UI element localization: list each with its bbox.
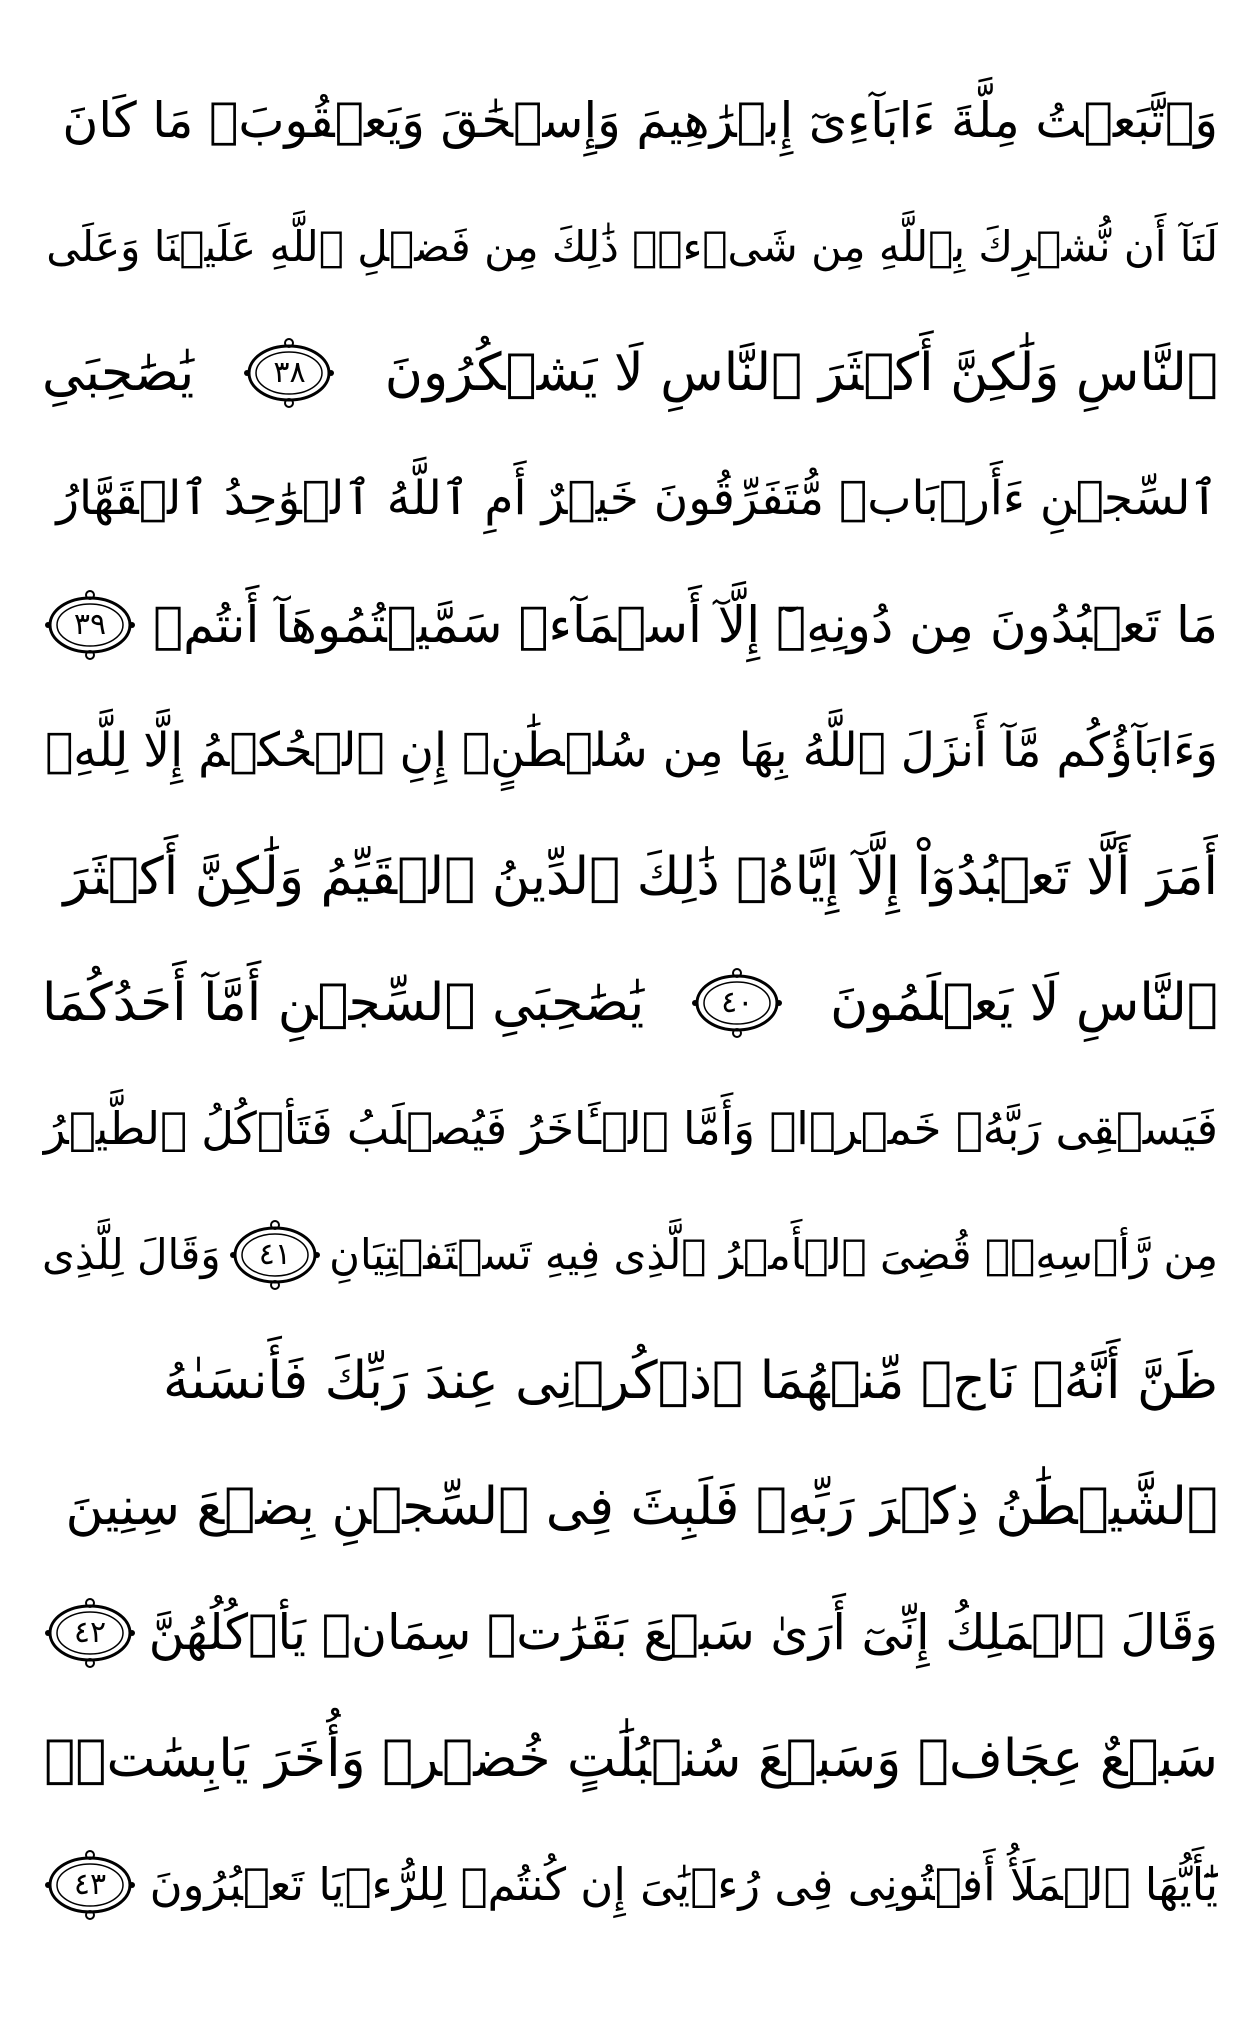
- text-line: [42, 940, 1218, 1066]
- verse-text: سَبۡعٌ عِجَافࣱ وَسَبۡعَ سُنۢبُلَٰتٍ خُضۡرࣲ وَأُخَرَ یَابِسَٰتࣲۖ: [44, 1729, 1218, 1789]
- ayah-number: ٤٠: [721, 985, 754, 1020]
- ayah-end-marker-icon: [42, 1849, 138, 1921]
- text-line: [42, 1822, 1218, 1948]
- text-line: [42, 184, 1218, 310]
- verse-text: یَٰٓأَیُّهَا ٱلۡمَلَأُ أَفۡتُونِی فِی رُءۡیَٰیَ إِن كُنتُمۡ لِلرُّءۡیَا تَعۡبُرُونَ: [149, 1858, 1218, 1911]
- text-line: [42, 814, 1218, 940]
- text-line: [42, 562, 1218, 688]
- ayah-number: ٤٣: [73, 1867, 107, 1902]
- verse-text: ظَنَّ أَنَّهُۥ نَاجࣲ مِّنۡهُمَا ٱذۡكُرۡنِی عِندَ رَبِّكَ فَأَنسَىٰهُ: [163, 1351, 1218, 1411]
- ayah-end-marker-icon: [241, 337, 337, 409]
- text-line: [42, 1444, 1218, 1570]
- verse-text: فَیَسۡقِی رَبَّهُۥ خَمۡرࣰاۖ وَأَمَّا ٱلۡـَٔاخَرُ فَیُصۡلَبُ فَتَأۡكُلُ ٱلطَّیۡرُ: [43, 1102, 1218, 1155]
- text-line: [42, 688, 1218, 814]
- verse-text: مَا تَعۡبُدُونَ مِن دُونِهِۦٓ إِلَّآ أَسۡمَآءࣰ سَمَّیۡتُمُوهَآ أَنتُمۡ: [153, 596, 1218, 654]
- verse-text: یَٰصَٰحِبَیِ ٱلسِّجۡنِ أَمَّآ أَحَدُكُمَا: [42, 973, 645, 1033]
- ayah-number: ٣٨: [273, 355, 306, 390]
- ayah-number: ٣٩: [73, 607, 107, 642]
- text-line: [42, 1192, 1218, 1318]
- ayah-number: ٤١: [258, 1237, 292, 1272]
- text-line: [42, 310, 1218, 436]
- text-line: [42, 1696, 1218, 1822]
- ayah-end-marker-icon: [689, 967, 785, 1039]
- verse-text: یَٰصَٰحِبَیِ: [42, 343, 195, 403]
- verse-text: ٱلنَّاسِ لَا یَعۡلَمُونَ: [830, 973, 1218, 1033]
- verse-text: وَقَالَ لِلَّذِی: [42, 1230, 221, 1279]
- text-line: [42, 1570, 1218, 1696]
- text-line: [42, 1318, 1218, 1444]
- ayah-end-marker-icon: [42, 589, 138, 661]
- verse-text: وَقَالَ ٱلۡمَلِكُ إِنِّیٓ أَرَىٰ سَبۡعَ بَقَرَٰتࣲ سِمَانࣲ یَأۡكُلُهُنَّ: [148, 1604, 1218, 1661]
- verse-text: أَمَرَ أَلَّا تَعۡبُدُوٓاْ إِلَّآ إِیَّاهُۚ ذَٰلِكَ ٱلدِّینُ ٱلۡقَیِّمُ وَلَٰكِنَّ أَكۡثَرَ: [63, 847, 1218, 907]
- text-line: [42, 58, 1218, 184]
- verse-text: لَنَآ أَن نُّشۡرِكَ بِٱللَّهِ مِن شَیۡءࣲۚ ذَٰلِكَ مِن فَضۡلِ ٱللَّهِ عَلَیۡنَا وَعَلَى: [46, 222, 1218, 271]
- verse-text: ٱلنَّاسِ وَلَٰكِنَّ أَكۡثَرَ ٱلنَّاسِ لَا یَشۡكُرُونَ: [384, 343, 1218, 403]
- ayah-end-marker-icon: [42, 1597, 138, 1669]
- ayah-number: ٤٢: [73, 1615, 107, 1650]
- verse-text: مِن رَّأۡسِهِۦۚ قُضِیَ ٱلۡأَمۡرُ ٱلَّذِی فِیهِ تَسۡتَفۡتِیَانِ: [329, 1230, 1218, 1279]
- verse-text: وَءَابَآؤُكُم مَّآ أَنزَلَ ٱللَّهُ بِهَا مِن سُلۡطَٰنٍۚ إِنِ ٱلۡحُكۡمُ إِلَّا لِلَّهِۚ: [45, 723, 1218, 778]
- text-line: [42, 436, 1218, 562]
- text-line: [42, 1066, 1218, 1192]
- ayah-end-marker-icon: [227, 1219, 323, 1291]
- verse-text: ٱلشَّیۡطَٰنُ ذِكۡرَ رَبِّهِۦ فَلَبِثَ فِی ٱلسِّجۡنِ بِضۡعَ سِنِینَ: [65, 1477, 1218, 1537]
- verse-text: وَٱتَّبَعۡتُ مِلَّةَ ءَابَآءِیٓ إِبۡرَٰهِیمَ وَإِسۡحَٰقَ وَیَعۡقُوبَۚ مَا كَانَ: [62, 92, 1218, 149]
- verse-text: ٱلسِّجۡنِ ءَأَرۡبَابࣱ مُّتَفَرِّقُونَ خَیۡرٌ أَمِ ٱللَّهُ ٱلۡوَٰحِدُ ٱلۡقَهَّارُ: [56, 471, 1218, 526]
